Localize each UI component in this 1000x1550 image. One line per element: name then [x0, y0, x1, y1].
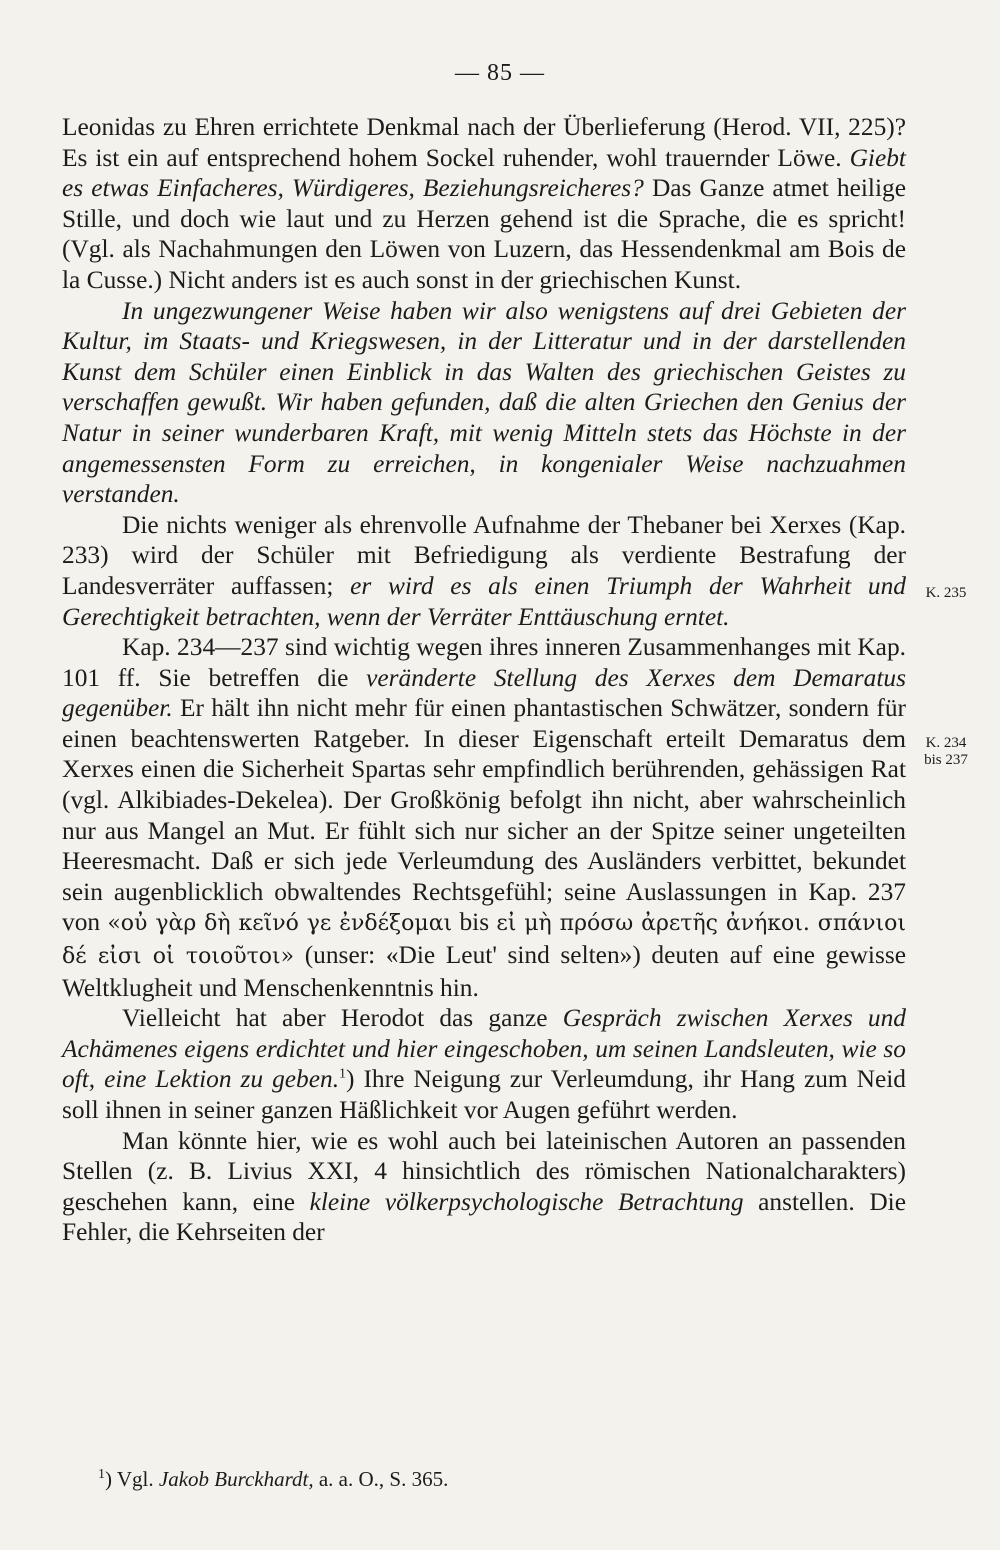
paragraph-6: Man könnte hier, wie es wohl auch bei lateinischen Autoren an passenden Stellen (z. B. Livius XXI, 4 hinsichtlich des römischen Nationalcharakters) geschehen kann, eine kleine völkerpsychologische Betrachtung anstellen. Die Fehler, die Kehrseiten der	[62, 1126, 906, 1247]
paragraph-3: Die nichts weniger als ehrenvolle Aufnahme der Thebaner bei Xerxes (Kap. 233) wird der Schüler mit Befriedigung als verdiente Bestrafung der Landesverräter auffassen; er wird es als einen Triumph der Wahrheit und Gerechtigkeit betrachten, wenn der Verräter Enttäuschung erntet.	[62, 510, 906, 631]
paragraph-4: Kap. 234—237 sind wichtig wegen ihres inneren Zusammenhanges mit Kap. 101 ff. Sie betreffen die veränderte Stellung des Xerxes dem Demaratus gegenüber. Er hält ihn nicht mehr für einen phantastischen Schwätzer, sondern für einen beachtenswerten Ratgeber. In dieser Eigenschaft erteilt Demaratus dem Xerxes einen die Sicherheit Spartas sehr empfindlich berührenden, gehässigen Rat (vgl. Alkibiades-Dekelea). Der Großkönig befolgt ihn nicht, aber wahrscheinlich nur aus Mangel an Mut. Er fühlt sich nur sicher an der Spitze seiner ungeteilten Heeresmacht. Daß er sich jede Verleumdung des Ausländers verbittet, bekundet sein augenblicklich obwaltendes Rechtsgefühl; seine Auslassungen in Kap. 237 von «οὐ γὰρ δὴ κεῖνό γε ἐνδέξομαι bis εἰ μὴ πρόσω ἀρετῆς ἀνήκοι. σπάνιοι δέ εἰσι οἱ τοιοῦτοι» (unser: «Die Leut' sind selten») deuten auf eine gewisse Weltklugheit und Menschenkenntnis hin.	[62, 633, 907, 1002]
page-number: — 85 —	[455, 60, 545, 86]
body-text	[62, 112, 906, 1248]
paragraph-1: Leonidas zu Ehren errichtete Denkmal nach der Überlieferung (Herod. VII, 225)? Es ist ein auf entsprechend hohem Sockel ruhender, wohl trauernder Löwe. Giebt es etwas Einfacheres, Würdigeres, Beziehungsreicheres? Das Ganze atmet heilige Stille, und doch wie laut und zu Herzen gehend ist die Sprache, die es spricht! (Vgl. als Nachahmungen den Löwen von Luzern, das Hessendenkmal am Bois de la Cusse.) Nicht anders ist es auch sonst in der griechischen Kunst.	[62, 113, 906, 294]
footnote-text: ) Vgl. Jakob Burckhardt, a. a. O., S. 365.	[105, 1467, 449, 1491]
paragraph-2: In ungezwungener Weise haben wir also wenigstens auf drei Gebieten der Kultur, im Staats- und Kriegswesen, in der Litteratur und in der darstellenden Kunst dem Schüler einen Einblick in das Walten des griechischen Geistes zu verschaffen gewußt. Wir haben gefunden, daß die alten Griechen den Genius der Natur in seiner wunderbaren Kraft, mit wenig Mitteln stets das Höchste in der angemessensten Form zu erreichen, in kongenialer Weise nachzuahmen verstanden.	[62, 296, 906, 509]
margin-note-k234-line2: bis 237	[924, 752, 968, 768]
footnote	[98, 1466, 898, 1492]
margin-note-k234	[906, 735, 986, 769]
margin-note-k234-line1: K. 234	[925, 735, 967, 751]
paragraph-5: Vielleicht hat aber Herodot das ganze Gespräch zwischen Xerxes und Achämenes eigens erdichtet und hier eingeschoben, um seinen Landsleuten, wie so oft, eine Lektion zu geben.$^1$) Ihre Neigung zur Verleumdung, ihr Hang zum Neid soll ihnen in seiner ganzen Häßlichkeit vor Augen geführt werden.	[62, 1004, 906, 1124]
footnote-marker: 1	[98, 1467, 105, 1482]
margin-note-k235: K. 235	[925, 585, 967, 601]
